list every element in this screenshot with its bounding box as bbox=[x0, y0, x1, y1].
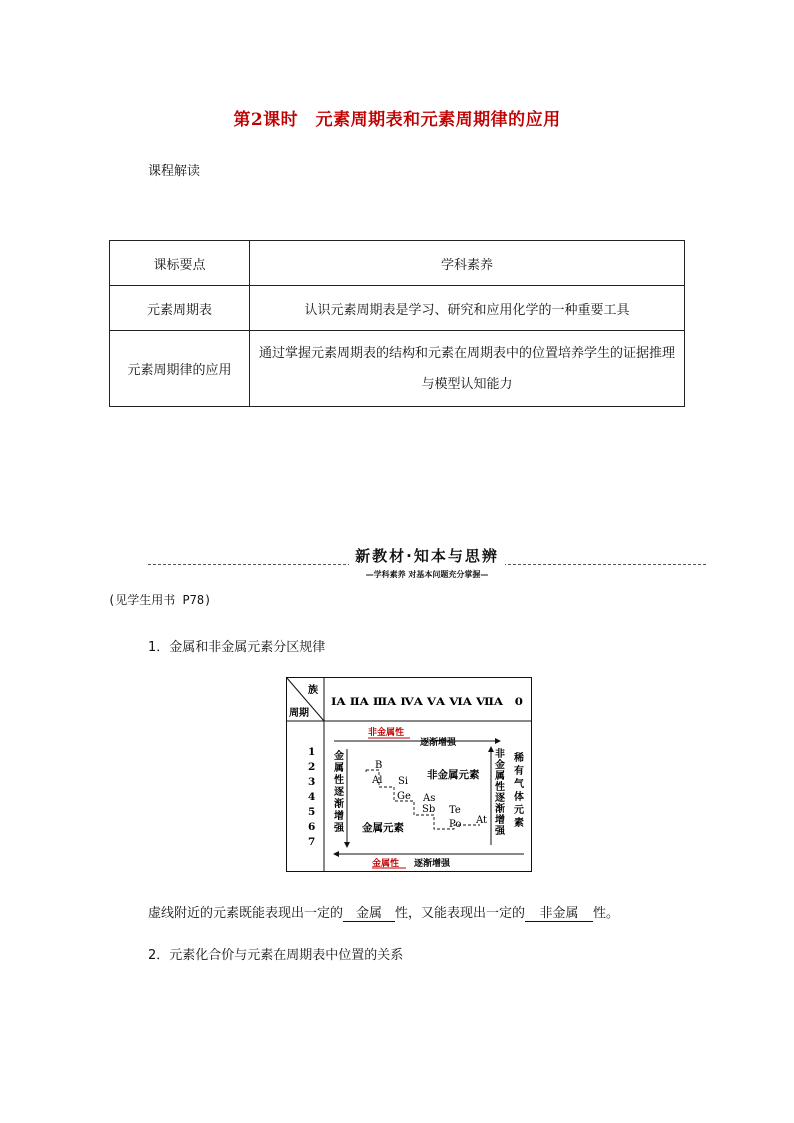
trend-char: 金 bbox=[495, 760, 505, 771]
period-label: 6 bbox=[308, 821, 316, 833]
noble-gas-char: 素 bbox=[514, 818, 524, 829]
noble-gas-char: 元 bbox=[514, 805, 524, 816]
trend-char: 增 bbox=[334, 811, 344, 822]
banner-subtitle: —学科素养 对基本问题充分掌握— bbox=[365, 570, 489, 579]
table-cell: 通过掌握元素周期表的结构和元素在周期表中的位置培养学生的证据推理与模型认知能力 bbox=[250, 331, 685, 407]
period-label: 4 bbox=[308, 791, 316, 803]
right-trend-text bbox=[494, 747, 506, 837]
trend-char: 强 bbox=[495, 826, 505, 837]
corner-group-label: 族 bbox=[308, 685, 318, 696]
section-2-heading: 2．元素化合价与元素在周期表中位置的关系 bbox=[148, 948, 404, 963]
element-symbol: Ge bbox=[397, 791, 411, 802]
period-label: 5 bbox=[308, 806, 316, 818]
course-interpretation-heading: 课程解读 bbox=[148, 164, 201, 179]
zone-diagram bbox=[286, 677, 532, 872]
table-cell: 元素周期律的应用 bbox=[110, 331, 250, 407]
noble-gas-label bbox=[513, 751, 525, 829]
trend-char: 性 bbox=[334, 775, 344, 786]
table-row bbox=[110, 331, 685, 407]
period-label: 1 bbox=[308, 746, 316, 758]
element-symbol: Si bbox=[398, 776, 409, 787]
trend-char: 渐 bbox=[495, 804, 505, 815]
group-header: ⅠA ⅡA ⅢA ⅣA ⅤA ⅥA ⅦA 0 bbox=[331, 696, 523, 708]
trend-char: 性 bbox=[495, 782, 505, 793]
fill-text: 性。 bbox=[593, 906, 620, 921]
noble-gas-char: 稀 bbox=[514, 753, 524, 764]
curriculum-standards-table bbox=[109, 240, 685, 407]
trend-char: 强 bbox=[334, 823, 344, 834]
element-symbol: Sb bbox=[422, 804, 436, 815]
trend-char: 属 bbox=[495, 771, 505, 782]
top-trend-label: 非金属性 bbox=[368, 728, 405, 738]
table-cell: 认识元素周期表是学习、研究和应用化学的一种重要工具 bbox=[250, 286, 685, 331]
noble-gas-char: 气 bbox=[514, 779, 524, 790]
trend-char: 增 bbox=[495, 815, 505, 826]
metal-region-label: 金属元素 bbox=[362, 822, 404, 834]
bottom-trend-label: 金属性 bbox=[372, 859, 400, 869]
trend-char: 金 bbox=[334, 751, 344, 762]
table-header-row bbox=[110, 241, 685, 286]
student-book-reference: (见学生用书 P78) bbox=[108, 593, 212, 607]
page-title: 第2课时 元素周期表和元素周期律的应用 bbox=[233, 110, 561, 130]
element-symbol: Po bbox=[449, 819, 462, 830]
fill-in-sentence bbox=[148, 902, 619, 922]
bottom-trend-text: 逐渐增强 bbox=[414, 859, 451, 869]
section-1-heading: 1．金属和非金属元素分区规律 bbox=[148, 640, 326, 655]
element-symbol: Te bbox=[449, 805, 461, 816]
element-symbol: At bbox=[476, 815, 488, 826]
left-trend-text bbox=[333, 749, 345, 834]
trend-char: 非 bbox=[495, 749, 505, 760]
element-symbol: Al bbox=[372, 775, 383, 786]
period-label: 7 bbox=[308, 836, 316, 848]
trend-char: 逐 bbox=[495, 793, 505, 804]
top-trend-text: 逐渐增强 bbox=[420, 738, 457, 748]
periodic-table-zone-figure bbox=[286, 677, 532, 872]
table-header-cell: 课标要点 bbox=[110, 241, 250, 286]
trend-char: 逐 bbox=[334, 787, 344, 798]
answer-blank-metal: 金属 bbox=[343, 902, 395, 922]
period-label: 3 bbox=[308, 776, 316, 788]
table-row bbox=[110, 286, 685, 331]
period-label: 2 bbox=[308, 761, 316, 773]
nonmetal-region-label: 非金属元素 bbox=[427, 769, 480, 781]
table-header-cell: 学科素养 bbox=[250, 241, 685, 286]
banner-title: 新教材·知本与思辨 bbox=[349, 547, 505, 565]
trend-char: 渐 bbox=[334, 799, 344, 810]
noble-gas-char: 体 bbox=[514, 792, 524, 803]
period-numbers bbox=[308, 746, 315, 848]
noble-gas-char: 有 bbox=[514, 766, 524, 777]
section-banner bbox=[148, 545, 706, 579]
element-symbol: B bbox=[375, 760, 383, 771]
table-cell: 元素周期表 bbox=[110, 286, 250, 331]
element-symbol: As bbox=[423, 793, 436, 804]
fill-text: 性，又能表现出一定的 bbox=[395, 906, 526, 921]
corner-period-label: 周期 bbox=[289, 708, 309, 719]
fill-text: 虚线附近的元素既能表现出一定的 bbox=[148, 906, 344, 921]
answer-blank-nonmetal: 非金属 bbox=[525, 902, 593, 922]
trend-char: 属 bbox=[334, 763, 344, 774]
